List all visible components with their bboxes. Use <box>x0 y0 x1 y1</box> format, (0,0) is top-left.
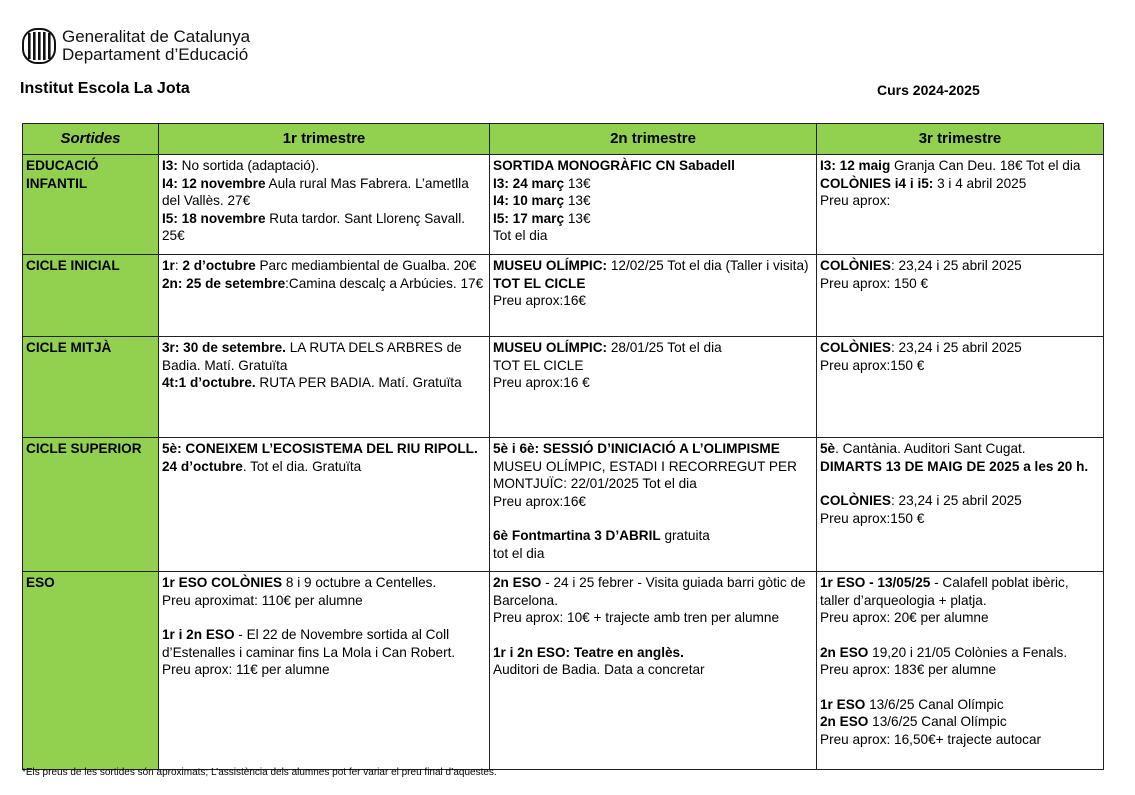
text: . Cantània. Auditori Sant Cugat. <box>835 441 1026 456</box>
cell-eso-t2 <box>490 572 817 770</box>
text: Preu aprox:150 € <box>820 510 925 526</box>
text-bold: COLÒNIES <box>820 493 891 508</box>
table-header-row <box>23 124 1104 155</box>
cell-inicial-t2 <box>490 255 817 337</box>
text-bold: COLÒNIES i4 i i5: <box>820 175 934 191</box>
text: Preu aprox: 11€ per alumne <box>162 662 330 677</box>
cell-inicial-t1 <box>159 255 490 337</box>
text: MUSEU OLÍMPIC, ESTADI I RECORREGUT PER MONTJUÏC: 22/01/2025 Tot el dia <box>493 458 797 491</box>
logo-text <box>62 28 250 64</box>
text-bold: 1r ESO <box>820 696 866 712</box>
table-row <box>23 255 1104 337</box>
text: : <box>174 258 183 273</box>
stage-label: CICLE SUPERIOR <box>23 438 159 572</box>
text: 19,20 i 21/05 Colònies a Fenals. <box>868 644 1068 660</box>
stage-label: ESO <box>23 572 159 770</box>
cell-infantil-t3 <box>817 155 1104 255</box>
text-bold: 1r i 2n ESO: Teatre en anglès. <box>493 644 684 660</box>
cell-superior-t2 <box>490 438 817 572</box>
text-bold: 1r i 2n ESO <box>162 627 235 642</box>
text-bold: I3: <box>162 158 178 173</box>
text: Preu aprox: 16,50€+ trajecte autocar <box>820 731 1042 747</box>
text-bold: 5è i 6è: SESSIÓ D’INICIACIÓ A L’OLIMPISME <box>493 441 780 456</box>
text-bold: 5è: CONEIXEM L’ECOSISTEMA DEL RIU RIPOLL. 24 d’octubre <box>162 441 478 474</box>
text: Auditori de Badia. Data a concretar <box>493 662 705 677</box>
text: Tot el dia <box>493 228 548 243</box>
text-bold: I3: 24 març <box>493 175 565 191</box>
text-bold: 3r: 30 de setembre. <box>162 340 286 355</box>
text-bold: 1r <box>162 258 175 273</box>
text: Ruta tardor. Sant Llorenç Savall. 25€ <box>162 210 466 243</box>
text: . Tot el dia. Gratuïta <box>242 458 362 474</box>
generalitat-logo-icon <box>22 28 56 64</box>
table-row <box>23 572 1104 770</box>
text: RUTA PER BADIA. Matí. Gratuïta <box>255 375 462 390</box>
text: Preu aprox: 183€ per alumne <box>820 662 997 677</box>
text-bold: 2n ESO <box>820 714 869 729</box>
text: Preu aprox: 20€ per alumne <box>820 610 989 625</box>
text-bold: MUSEU OLÍMPIC: <box>493 340 608 355</box>
text: Preu aprox: 150 € <box>820 275 929 291</box>
text: Parc mediambiental de Gualba. 20€ <box>255 258 477 273</box>
text: 12/02/25 Tot el dia (Taller i visita) <box>607 258 809 273</box>
text: - 24 i 25 febrer - Visita guiada barri gòtic de Barcelona. <box>493 575 806 608</box>
excursions-table <box>22 123 1104 770</box>
cell-mitja-t2 <box>490 337 817 438</box>
text-bold: 2n: 25 de setembre <box>162 275 286 291</box>
text-bold: 2 d’octubre <box>182 258 256 273</box>
text-bold: 6è Fontmartina 3 D’ABRIL <box>493 528 661 543</box>
text: Granja Can Deu. 18€ Tot el dia <box>890 158 1081 173</box>
text-bold: SORTIDA MONOGRÀFIC CN Sabadell <box>493 158 735 173</box>
text: Preu aproximat: 110€ per alumne <box>162 592 363 608</box>
text: 13€ <box>564 175 591 191</box>
table-row <box>23 438 1104 572</box>
text: 13€ <box>564 193 591 208</box>
cell-mitja-t1 <box>159 337 490 438</box>
col-header-sortides: Sortides <box>23 124 159 155</box>
text: tot el dia <box>493 545 545 561</box>
col-header-trimestre-1: 1r trimestre <box>159 124 490 155</box>
col-header-trimestre-2: 2n trimestre <box>490 124 817 155</box>
text: 8 i 9 octubre a Centelles. <box>282 575 437 590</box>
text-bold: 1r ESO COLÒNIES <box>162 575 283 590</box>
text-bold: I5: 18 novembre <box>162 210 266 226</box>
text: Preu aprox:16 € <box>493 375 590 390</box>
cell-mitja-t3 <box>817 337 1104 438</box>
text-bold: 1r ESO - 13/05/25 <box>820 575 931 590</box>
text-bold: COLÒNIES <box>820 340 891 355</box>
text-bold: DIMARTS 13 DE MAIG DE 2025 a les 20 h. <box>820 458 1089 474</box>
text: Preu aprox:150 € <box>820 357 925 373</box>
table-row <box>23 337 1104 438</box>
text: 28/01/25 Tot el dia <box>607 340 722 355</box>
course-year: Curs 2024-2025 <box>877 82 980 98</box>
cell-superior-t1 <box>159 438 490 572</box>
col-header-trimestre-3: 3r trimestre <box>817 124 1104 155</box>
text: 13/6/25 Canal Olímpic <box>868 714 1007 729</box>
text-bold: 2n ESO <box>493 575 542 590</box>
text: - Calafell poblat ibèric, taller d’arqueologia + platja. <box>820 575 1069 608</box>
generalitat-logo <box>22 26 250 66</box>
cell-infantil-t2 <box>490 155 817 255</box>
text: TOT EL CICLE <box>493 357 584 373</box>
stage-label: CICLE MITJÀ <box>23 337 159 438</box>
stage-label: EDUCACIÓ INFANTIL <box>23 155 159 255</box>
text: Preu aprox: 10€ + trajecte amb tren per alumne <box>493 610 780 625</box>
text-bold: I5: 17 març <box>493 210 565 226</box>
text: :Camina descalç a Arbúcies. 17€ <box>285 275 484 291</box>
cell-superior-t3 <box>817 438 1104 572</box>
text: gratuita <box>660 528 710 543</box>
text: 3 i 4 abril 2025 <box>933 175 1027 191</box>
table-row <box>23 155 1104 255</box>
school-name: Institut Escola La Jota <box>20 80 190 97</box>
text-bold: 5è <box>820 441 836 456</box>
text: 13/6/25 Canal Olímpic <box>865 696 1004 712</box>
text-bold: 2n ESO <box>820 644 869 660</box>
text: Preu aprox: <box>820 193 891 208</box>
cell-eso-t3 <box>817 572 1104 770</box>
text: : 23,24 i 25 abril 2025 <box>891 340 1022 355</box>
text: : 23,24 i 25 abril 2025 <box>891 258 1022 273</box>
text-bold: I4: 12 novembre <box>162 175 266 191</box>
text: - El 22 de Novembre sortida al Coll d’Estenalles i caminar fins La Mola i Can Robert. <box>162 627 456 660</box>
text: 13€ <box>564 210 591 226</box>
text-bold: 4t:1 d’octubre. <box>162 375 256 390</box>
text-bold: TOT EL CICLE <box>493 275 586 291</box>
stage-label: CICLE INICIAL <box>23 255 159 337</box>
text-bold: MUSEU OLÍMPIC: <box>493 258 608 273</box>
cell-inicial-t3 <box>817 255 1104 337</box>
text-bold: COLÒNIES <box>820 258 891 273</box>
cell-infantil-t1 <box>159 155 490 255</box>
text: Preu aprox:16€ <box>493 493 586 509</box>
text: Preu aprox:16€ <box>493 293 586 308</box>
text: Aula rural Mas Fabrera. L’ametlla del Vallès. 27€ <box>162 175 469 208</box>
text: No sortida (adaptació). <box>177 158 320 173</box>
logo-line-2: Departament d’Educació <box>62 45 249 64</box>
text: LA RUTA DELS ARBRES de Badia. Matí. Gratuïta <box>162 340 462 373</box>
cell-eso-t1 <box>159 572 490 770</box>
text-bold: I3: 12 maig <box>820 158 891 173</box>
footnote: *Els preus de les sortides són aproximats; L’assistència dels alumnes pot fer variar el preu final d’aquestes. <box>22 767 497 778</box>
logo-line-1: Generalitat de Catalunya <box>62 27 251 46</box>
text: : 23,24 i 25 abril 2025 <box>891 493 1022 508</box>
text-bold: I4: 10 març <box>493 193 565 208</box>
